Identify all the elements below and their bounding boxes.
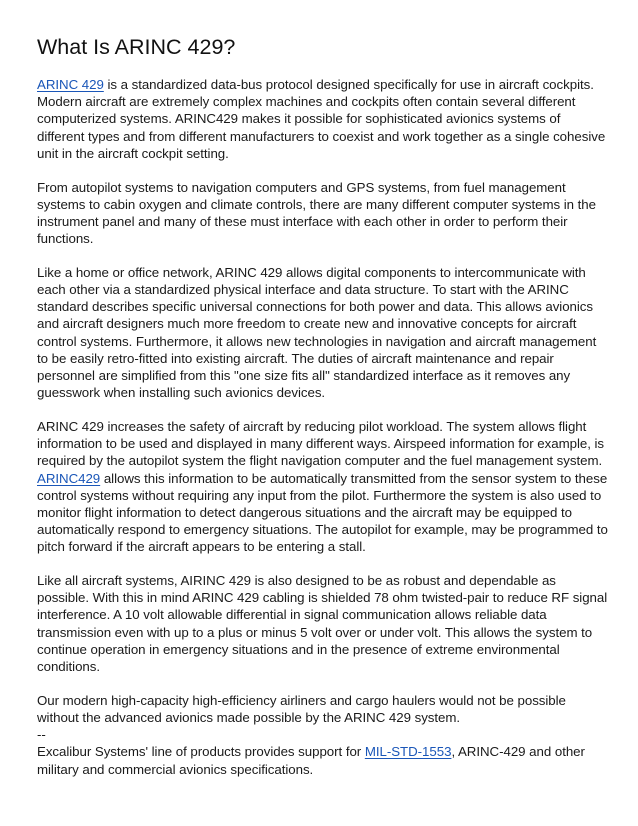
paragraph-excalibur-text-after: , ARINC-429 and other military and commercial avionics specifications.	[37, 744, 585, 777]
paragraph-systems: From autopilot systems to navigation computers and GPS systems, from fuel management systems to cabin oxygen and climate controls, there are many different computer systems in the instrument panel and many of these must interface with each other in order to perform their functions.	[37, 179, 596, 247]
paragraph-excalibur	[37, 743, 610, 777]
paragraph-safety-text-after: allows this information to be automatically transmitted from the sensor system to these control systems without requiring any input from the pilot. Furthermore the system is also used to monitor flight information to detect dangerous situations and the aircraft may be equipped to automatically respond to emergency situations. The autopilot for example, may be programmed to pitch forward if the aircraft appears to be entering a stall.	[37, 470, 608, 555]
signature-separator: --	[37, 727, 46, 743]
paragraph-robustness: Like all aircraft systems, AIRINC 429 is also designed to be as robust and dependable as possible. With this in mind ARINC 429 cabling is shielded 78 ohm twisted-pair to reduce RF signal interference. A 10 volt allowable differential in signal communication allows reliable data transmission even with up to a plus or minus 5 volt over or under volt. This allows the system to continue operation in emergency situations and in the presence of extreme environmental conditions.	[37, 573, 608, 675]
paragraph-intro	[37, 76, 610, 162]
arinc429-link[interactable]: ARINC429	[37, 470, 101, 486]
page-title: What Is ARINC 429?	[37, 35, 236, 59]
arinc-429-link[interactable]: ARINC 429	[37, 77, 104, 92]
paragraph-intro-text: is a standardized data-bus protocol designed specifically for use in aircraft cockpits. Modern aircraft are extremely complex machines and cockpits often contain several different computerized systems. ARINC429 makes it possible for sophisticated avionics systems of different types and from different manufacturers to coexist and work together as a single cohesive unit in the aircraft cockpit setting.	[37, 77, 606, 161]
paragraph-conclusion: Our modern high-capacity high-efficiency airliners and cargo haulers would not be possible without the advanced avionics made possible by the ARINC 429 system.	[37, 692, 566, 725]
paragraph-safety	[37, 418, 610, 556]
mil-std-1553-link[interactable]: MIL-STD-1553	[364, 744, 452, 760]
paragraph-safety-text-before: ARINC 429 increases the safety of aircraft by reducing pilot workload. The system allows flight information to be used and displayed in many different ways. Airspeed information for example, is required by the autopilot system the flight navigation computer and the fuel management system.	[37, 418, 604, 469]
paragraph-network: Like a home or office network, ARINC 429 allows digital components to intercommunicate with each other via a standardized physical interface and data structure. To start with the ARINC standard describes specific universal connections for both power and data. This allows avionics and aircraft designers much more freedom to create new and innovative concepts for aircraft control systems. Furthermore, it allows new technologies in navigation and aircraft management to be easily retro-fitted into existing aircraft. The duties of aircraft maintenance and repair personnel are simplified from this "one size fits all" standardized interface as it removes any guesswork when installing such avionics devices.	[37, 264, 597, 401]
paragraph-excalibur-text-before: Excalibur Systems' line of products provides support for	[37, 744, 365, 760]
